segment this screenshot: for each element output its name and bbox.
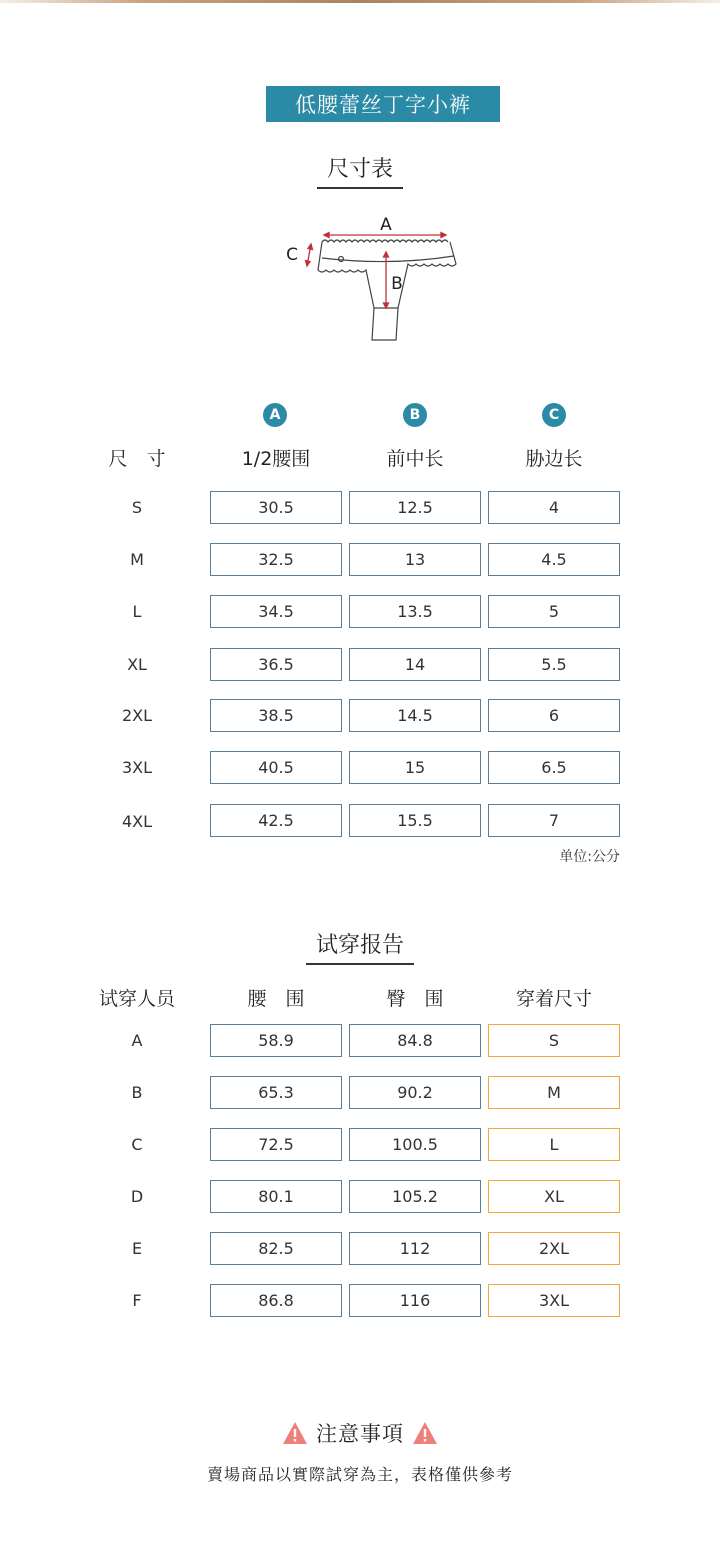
- product-title: 低腰蕾丝丁字小裤: [295, 93, 471, 117]
- notice-title: 注意事項: [316, 1422, 404, 1446]
- front-length-cell: 14: [349, 648, 481, 681]
- waist-cell: 82.5: [210, 1232, 342, 1265]
- header-front-length: 前中长: [386, 448, 444, 470]
- diagram-label-b: B: [391, 274, 403, 294]
- size-label: L: [132, 602, 142, 621]
- header-worn-size: 穿着尺寸: [515, 988, 592, 1010]
- front-length-cell: 14.5: [349, 699, 481, 732]
- measurement-diagram: [280, 208, 460, 344]
- header-hip: 臀 围: [386, 988, 444, 1010]
- notice-text: 賣場商品以實際試穿為主，表格僅供參考: [206, 1465, 513, 1484]
- half-waist-cell: 34.5: [210, 595, 342, 628]
- tester-label: D: [130, 1187, 144, 1206]
- warning-icon: [282, 1421, 308, 1445]
- front-length-cell: 13.5: [349, 595, 481, 628]
- tester-label: C: [131, 1135, 143, 1154]
- half-waist-cell: 38.5: [210, 699, 342, 732]
- diagram-label-a: A: [380, 215, 392, 235]
- side-length-cell: 4: [488, 491, 620, 524]
- waist-cell: 72.5: [210, 1128, 342, 1161]
- header-waist: 腰 围: [247, 988, 305, 1010]
- tester-label: A: [131, 1031, 143, 1050]
- waistband-lace-top: [322, 240, 448, 242]
- hip-cell: 100.5: [349, 1128, 481, 1161]
- header-size: 尺 寸: [108, 448, 166, 470]
- badge-c: C: [542, 403, 566, 427]
- worn-size-cell: M: [488, 1076, 620, 1109]
- waist-cell: 65.3: [210, 1076, 342, 1109]
- half-waist-cell: 40.5: [210, 751, 342, 784]
- unit-note: 单位:公分: [559, 849, 620, 865]
- header-tester: 试穿人员: [98, 988, 175, 1010]
- worn-size-cell: S: [488, 1024, 620, 1057]
- hip-cell: 105.2: [349, 1180, 481, 1213]
- product-title-banner: [266, 86, 500, 122]
- size-label: 4XL: [121, 812, 153, 831]
- tester-label: B: [131, 1083, 143, 1102]
- front-length-cell: 12.5: [349, 491, 481, 524]
- half-waist-cell: 42.5: [210, 804, 342, 837]
- left-leg-edge: [318, 242, 374, 308]
- badge-b: B: [403, 403, 427, 427]
- waist-cell: 80.1: [210, 1180, 342, 1213]
- badge-a: A: [263, 403, 287, 427]
- notice-header: [0, 1418, 720, 1448]
- hip-cell: 112: [349, 1232, 481, 1265]
- size-chart-heading: 尺寸表: [0, 152, 720, 189]
- half-waist-cell: 36.5: [210, 648, 342, 681]
- header-half-waist: 1/2腰围: [241, 448, 311, 470]
- waist-cell: 58.9: [210, 1024, 342, 1057]
- right-leg-edge: [398, 242, 456, 308]
- size-label: 2XL: [121, 706, 153, 725]
- side-length-cell: 5.5: [488, 648, 620, 681]
- side-length-cell: 6.5: [488, 751, 620, 784]
- hip-cell: 90.2: [349, 1076, 481, 1109]
- warning-icon: [412, 1421, 438, 1445]
- tester-label: F: [132, 1291, 142, 1310]
- size-label: M: [130, 550, 144, 569]
- half-waist-cell: 32.5: [210, 543, 342, 576]
- tester-label: E: [131, 1239, 143, 1258]
- worn-size-cell: L: [488, 1128, 620, 1161]
- side-length-cell: 4.5: [488, 543, 620, 576]
- hip-cell: 84.8: [349, 1024, 481, 1057]
- side-length-cell: 6: [488, 699, 620, 732]
- worn-size-cell: 2XL: [488, 1232, 620, 1265]
- worn-size-cell: XL: [488, 1180, 620, 1213]
- hip-cell: 116: [349, 1284, 481, 1317]
- side-length-cell: 7: [488, 804, 620, 837]
- half-waist-cell: 30.5: [210, 491, 342, 524]
- header-side-length: 胁边长: [525, 448, 583, 470]
- front-length-cell: 15: [349, 751, 481, 784]
- front-length-cell: 13: [349, 543, 481, 576]
- size-label: S: [131, 498, 143, 517]
- trial-report-heading: 试穿报告: [0, 928, 720, 965]
- waist-cell: 86.8: [210, 1284, 342, 1317]
- front-length-cell: 15.5: [349, 804, 481, 837]
- size-label: XL: [127, 655, 147, 674]
- size-label: 3XL: [121, 758, 153, 777]
- top-decorative-bar: [0, 0, 720, 3]
- diagram-label-c: C: [286, 245, 298, 265]
- worn-size-cell: 3XL: [488, 1284, 620, 1317]
- side-length-cell: 5: [488, 595, 620, 628]
